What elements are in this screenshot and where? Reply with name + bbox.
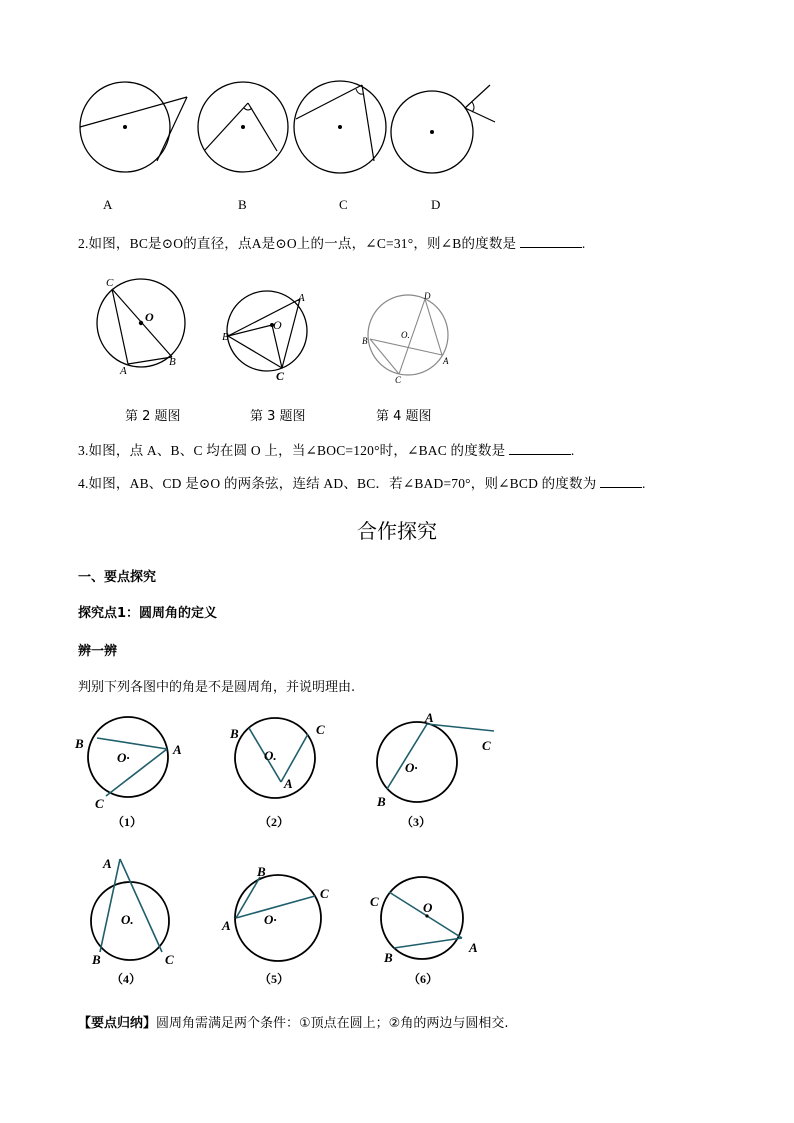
- fig4b-label-o: O.: [121, 912, 134, 927]
- figure-caption-3: 第 3 题图: [250, 409, 306, 424]
- question-2: [78, 232, 585, 252]
- question-4: [78, 472, 646, 492]
- option-figure-b: [195, 75, 295, 185]
- question-3-text: 3.如图，点 A、B、C 均在圆 O 上，当∠BOC=120°时，∠BAC 的度数是: [78, 443, 506, 458]
- answer-blank-3[interactable]: [509, 442, 571, 455]
- fig3b-label-c: C: [482, 738, 491, 753]
- circle-figure-2: [234, 716, 324, 806]
- fig4b-label-b: B: [92, 952, 101, 967]
- option-label-d: D: [431, 197, 441, 212]
- fig2-number: （2）: [259, 815, 290, 829]
- figure-q4: [366, 292, 456, 382]
- circle-figure-1: [88, 716, 178, 806]
- fig2b-label-o: O.: [264, 748, 277, 763]
- question-2-end: .: [581, 236, 586, 251]
- fig2-label-b: B: [169, 356, 176, 368]
- fig1-label-o: O·: [117, 750, 130, 765]
- fig3-number: （3）: [401, 815, 432, 829]
- heading-distinguish: 辨一辨: [78, 644, 118, 659]
- fig2-label-c: C: [106, 277, 114, 289]
- fig2-label-o: O: [145, 310, 154, 324]
- fig4-label-o: O.: [401, 330, 410, 340]
- heading-key-points: 一、要点探究: [78, 570, 157, 585]
- circle-figure-5: [235, 874, 325, 964]
- fig3-label-a: A: [298, 292, 305, 304]
- fig4-label-b: B: [362, 336, 368, 346]
- fig5-label-o: O·: [264, 912, 277, 927]
- summary-text: 圆周角需满足两个条件：①顶点在圆上；②角的两边与圆相交.: [156, 1016, 509, 1031]
- fig1-label-a: A: [173, 742, 182, 757]
- circle-figure-4: [90, 857, 180, 967]
- fig4-label-d: D: [424, 291, 431, 301]
- fig4-label-c: C: [395, 375, 402, 385]
- option-figure-d: [390, 75, 510, 185]
- fig6-label-o: O: [423, 900, 433, 915]
- fig6-label-a: A: [469, 940, 478, 955]
- fig3b-label-a: A: [425, 710, 434, 725]
- option-label-b: B: [238, 197, 247, 212]
- fig5-label-a: A: [222, 918, 231, 933]
- fig2b-label-a: A: [284, 776, 293, 791]
- question-4-end: .: [641, 476, 646, 491]
- fig3-label-c: C: [276, 369, 285, 383]
- option-label-a: A: [103, 197, 113, 212]
- option-figure-a: [70, 75, 200, 185]
- answer-blank-4[interactable]: [600, 475, 642, 488]
- fig4b-label-c: C: [165, 952, 174, 967]
- fig2-label-a: A: [120, 365, 127, 377]
- figure-caption-2: 第 2 题图: [125, 409, 181, 424]
- option-label-c: C: [339, 197, 348, 212]
- question-2-text: 2.如图，BC是⊙O的直径，点A是⊙O上的一点，∠C=31°，则∠B的度数是: [78, 236, 517, 251]
- fig1-label-b: B: [75, 736, 84, 751]
- question-4-text: 4.如图，AB、CD 是⊙O 的两条弦，连结 AD、BC．若∠BAD=70°，则∠BCD 的度数为: [78, 476, 597, 491]
- fig6-number: （6）: [408, 972, 439, 986]
- fig4-label-a: A: [443, 356, 449, 366]
- fig5-label-b: B: [257, 864, 266, 879]
- key-point-summary: [78, 1012, 508, 1031]
- summary-label: 【要点归纳】: [78, 1016, 157, 1031]
- fig1-number: （1）: [112, 815, 143, 829]
- fig3b-label-b: B: [377, 794, 386, 809]
- fig2b-label-b: B: [230, 726, 239, 741]
- fig6-label-b: B: [384, 950, 393, 965]
- section-title: 合作探究: [357, 519, 437, 543]
- figure-q2: [92, 275, 202, 380]
- fig5-label-c: C: [320, 886, 329, 901]
- figure-caption-4: 第 4 题图: [376, 409, 432, 424]
- answer-blank-2[interactable]: [520, 235, 582, 248]
- fig4b-label-a: A: [103, 856, 112, 871]
- fig3-label-o: O: [273, 318, 282, 332]
- fig5-number: （5）: [259, 972, 290, 986]
- fig1-label-c: C: [95, 796, 104, 811]
- fig2b-label-c: C: [316, 722, 325, 737]
- circle-figure-6: [381, 876, 471, 966]
- circle-figure-3: [376, 718, 501, 808]
- figure-q3: [225, 288, 320, 378]
- question-3: [78, 439, 574, 459]
- fig3-label-b: B: [222, 331, 229, 343]
- fig3b-label-o: O·: [405, 760, 418, 775]
- question-3-end: .: [570, 443, 575, 458]
- heading-explore-1: 探究点1：圆周角的定义: [78, 606, 218, 621]
- instruction-text: 判别下列各图中的角是不是圆周角，并说明理由.: [78, 680, 356, 695]
- fig6-label-c: C: [370, 894, 379, 909]
- fig4-number: （4）: [111, 972, 142, 986]
- option-figure-c: [292, 75, 392, 185]
